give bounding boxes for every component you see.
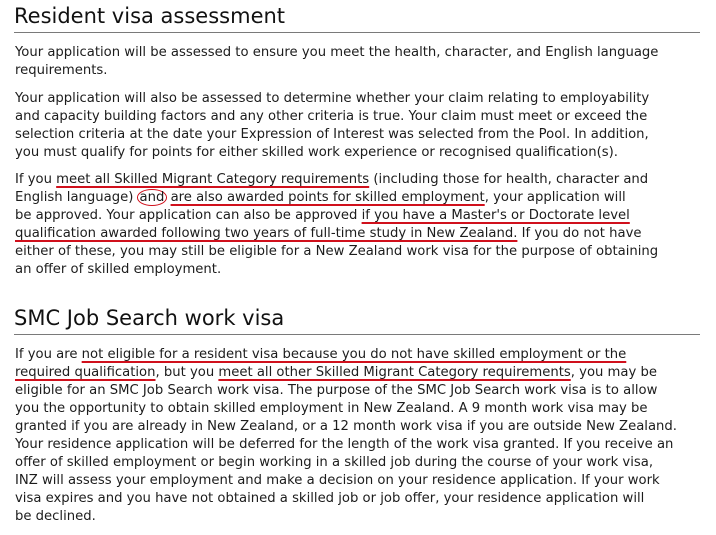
text-run: If you do not have [517, 226, 642, 241]
circled-word: and [137, 189, 168, 206]
text-run: you must qualify for points for either skilled work experience or recognised qualification(s). [15, 145, 618, 160]
paragraph-approval-conditions [15, 171, 705, 279]
text-run: Your residence application will be deferred for the length of the work visa granted. If you receive an [15, 437, 674, 452]
text-line [15, 346, 705, 364]
highlighted-phrase: meet all other Skilled Migrant Category requirements [218, 365, 571, 380]
text-run: be approved. Your application can also be approved [15, 208, 362, 223]
text-line [15, 418, 705, 436]
text-line [15, 454, 705, 472]
paragraph-job-search-visa [15, 346, 705, 526]
text-line [15, 44, 705, 62]
text-line [15, 171, 705, 189]
heading-divider [14, 334, 700, 335]
text-line [15, 508, 705, 526]
text-line [15, 189, 705, 207]
text-run: Your application will also be assessed to determine whether your claim relating to employability [15, 91, 650, 106]
text-run: , your application will [484, 190, 626, 205]
highlighted-phrase: are also awarded points for skilled employment [170, 190, 485, 205]
text-run: If you [15, 172, 57, 187]
text-line [15, 490, 705, 508]
text-run: , but you [155, 365, 219, 380]
section-heading-resident-visa: Resident visa assessment [14, 4, 286, 28]
text-run: (including those for health, character and [369, 172, 649, 187]
text-run: granted if you are already in New Zealand, or a 12 month work visa if you are outside New Zealand. [15, 419, 677, 434]
text-run: , you may be [570, 365, 657, 380]
text-run: selection criteria at the date your Expression of Interest was selected from the Pool. In addition, [15, 127, 649, 142]
text-line [15, 207, 705, 225]
highlighted-phrase: qualification awarded following two years of full-time study in New Zealand. [15, 226, 518, 241]
text-run: eligible for an SMC Job Search work visa. The purpose of the SMC Job Search work visa is to allow [15, 383, 658, 398]
text-run: you the opportunity to obtain skilled employment in New Zealand. A 9 month work visa may be [15, 401, 648, 416]
text-run: an offer of skilled employment. [15, 262, 222, 277]
highlighted-phrase: not eligible for a resident visa because you do not have skilled employment or the [81, 347, 627, 362]
text-run: and capacity building factors and any other criteria is true. Your claim must meet or exceed the [15, 109, 648, 124]
highlighted-phrase: required qualification [15, 365, 156, 380]
text-run: offer of skilled employment or begin working in a skilled job during the course of your work visa, [15, 455, 654, 470]
text-line [15, 225, 705, 243]
text-run: be declined. [15, 509, 96, 524]
text-line [15, 108, 705, 126]
text-run: English language) [15, 190, 138, 205]
text-run: requirements. [15, 63, 108, 78]
section-heading-smc-job-search: SMC Job Search work visa [14, 306, 285, 330]
text-line [15, 90, 705, 108]
text-line [15, 62, 705, 80]
text-line [15, 144, 705, 162]
heading-divider [14, 32, 700, 33]
text-run: visa expires and you have not obtained a skilled job or job offer, your residence application will [15, 491, 645, 506]
text-run: Your application will be assessed to ensure you meet the health, character, and English language [15, 45, 659, 60]
text-line [15, 472, 705, 490]
highlighted-phrase: meet all Skilled Migrant Category requirements [56, 172, 370, 187]
text-line [15, 400, 705, 418]
text-run: If you are [15, 347, 82, 362]
text-line [15, 126, 705, 144]
text-line [15, 436, 705, 454]
highlighted-phrase: if you have a Master's or Doctorate level [361, 208, 630, 223]
paragraph-assessment-criteria [15, 90, 705, 162]
text-line [15, 243, 705, 261]
text-run: either of these, you may still be eligible for a New Zealand work visa for the purpose of obtaining [15, 244, 659, 259]
paragraph-health-character [15, 44, 705, 80]
text-run: INZ will assess your employment and make a decision on your residence application. If your work [15, 473, 660, 488]
text-line [15, 261, 705, 279]
text-line [15, 364, 705, 382]
text-line [15, 382, 705, 400]
